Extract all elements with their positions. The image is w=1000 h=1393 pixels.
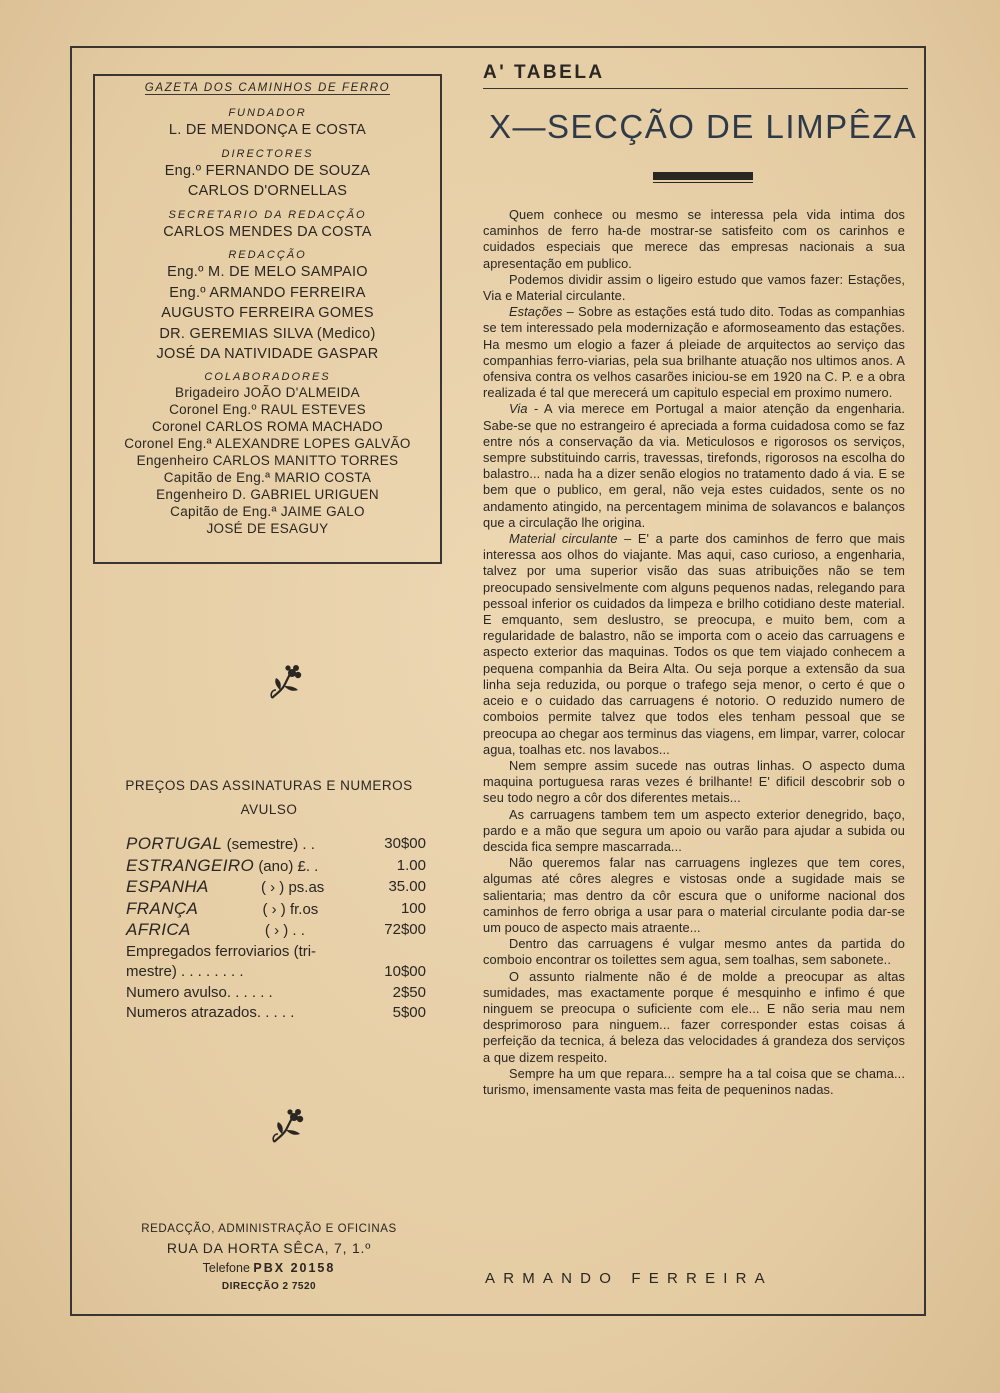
article-paragraph — [483, 272, 905, 304]
paragraph-text: Sempre ha um que repara... sempre ha a tal coisa que se chama... turismo, imensamente vasta mas feita de pequeninos nadas. — [483, 1065, 905, 1097]
floral-ornament-icon — [268, 1108, 308, 1148]
price-row — [126, 856, 426, 878]
price-detail: Numeros atrazados. . . . . — [126, 1004, 295, 1021]
address-line-2: RUA DA HORTA SÊCA, 7, 1.º — [166, 1240, 372, 1256]
staff-name: Coronel Eng.ª ALEXANDRE LOPES GALVÃO — [124, 435, 411, 451]
masthead-section-redaccao — [95, 248, 440, 365]
price-detail: Empregados ferroviarios (tri- — [126, 942, 317, 960]
staff-name: Capitão de Eng.ª MARIO COSTA — [163, 469, 372, 485]
masthead-title: GAZETA DOS CAMINHOS DE FERRO — [144, 82, 391, 94]
title-divider-thin — [653, 182, 753, 183]
section-rule — [483, 88, 908, 89]
title-divider — [653, 172, 753, 180]
price-value: 30$00 — [384, 835, 426, 852]
prices-heading-line2: AVULSO — [240, 802, 298, 817]
paragraph-text: O assunto rialmente não é de molde a preocupar as altas sumidades, mas exactamente porque é mesquinho e infimo é que ninguem se preocupa o suficiente com ele... E não seria mau nem desprimoroso para ninguem... fazer corresponder estas coisas á perfeição da tecnica, á beleza das velocidades á grandeza dos serviços a que dizem respeito. — [483, 968, 905, 1065]
section-heading: REDACÇÃO — [228, 249, 307, 261]
article-paragraph — [483, 758, 905, 807]
price-value: 72$00 — [384, 921, 426, 938]
paragraph-text: – E' a parte dos caminhos de ferro que mais interessa aos olhos do viajante. Mas aqui, caso curioso, a engenharia, talvez por uma superior visão das suas atribuições não se tem preocupado sensivelmente com alguns pequenos nadas, relegando para pessoal inferior os cuidados da limpeza e brilho cotidiano deste material. E emquanto, sem deslustro, se preocupa, e muito bem, com a regularidade de balastro, não se importa com o aceio das carruagens e aspecto exterior das maquinas. Todos os que tem viajado conhecem a pequena companhia da Beira Alta. Ou seja porque a extensão da sua linha seja reduzida, ou porque o trafego seja menor, o certo é que o aceio e o cuidado das carruagens é notorio. O reduzido numero de comboios permite talvez que todos eles tenham pessoal que se preocupa ao chegar aos terminus das viagens, em limpar, varrer, colocar agua, toalhas etc. nos lavabos... — [483, 531, 905, 757]
staff-name: Engenheiro D. GABRIEL URIGUEN — [156, 486, 379, 502]
article-paragraph — [483, 207, 905, 272]
section-heading: COLABORADORES — [204, 370, 331, 383]
price-detail: Numero avulso. . . . . . — [126, 983, 273, 1001]
price-region: ESTRANGEIRO — [126, 855, 255, 875]
price-detail: mestre) . . . . . . . . — [126, 963, 244, 980]
article-title: X—SECÇÃO DE LIMPÊZA — [489, 108, 918, 145]
direction-phone: DIRECÇÃO 2 7520 — [221, 1281, 317, 1292]
price-value: 5$00 — [392, 1004, 426, 1021]
price-detail: (semestre) . . — [226, 836, 315, 853]
price-row — [126, 962, 426, 983]
price-row — [126, 834, 426, 856]
price-row — [126, 983, 426, 1004]
price-value: 35.00 — [388, 878, 426, 895]
masthead-section-directores — [95, 147, 440, 202]
paragraph-text: Podemos dividir assim o ligeiro estudo que vamos fazer: Estações, Via e Material circulante. — [483, 271, 905, 304]
price-value: 1.00 — [396, 856, 426, 874]
paragraph-text: – Sobre as estações está tudo dito. Todas as companhias se tem interessado pela modernização e aformoseamento das estações. Ha mesmo um elogio a fazer á pleiade de arquitectos ao serviço das companhias ferro-viarias, pela sua brilhante atuação nos ultimos anos. A ofensiva contra os velhos casarões iniciou-se em 1920 na C. P. e a obra realizada é tal que merecerá um capitulo especial em proximo numero. — [483, 304, 905, 401]
staff-name: AUGUSTO FERREIRA GOMES — [161, 305, 374, 321]
price-value: 2$50 — [392, 983, 426, 1001]
address-line-1: REDACÇÃO, ADMINISTRAÇÃO E OFICINAS — [141, 1223, 397, 1235]
paragraph-lead: Material circulante — [509, 531, 618, 547]
paragraph-text: Quem conhece ou mesmo se interessa pela vida intima dos caminhos de ferro ha-de mostrar-se satisfeito com os carinhos e cuidados especiais que merece das empresas nacionais a sua apresentação em publico. — [483, 207, 905, 271]
price-region: ESPANHA — [126, 877, 209, 896]
paragraph-text: Dentro das carruagens é vulgar mesmo antes da partida do comboio encontrar os toilettes sem agua, sem toalhas, sem sabonete.. — [483, 936, 905, 968]
staff-name: CARLOS D'ORNELLAS — [187, 183, 348, 199]
price-detail: (ano) £. . — [258, 857, 319, 875]
article-paragraph — [483, 1066, 905, 1098]
section-label: A' TABELA — [483, 62, 605, 83]
paragraph-lead: Via — [509, 401, 528, 417]
price-region: FRANÇA — [126, 898, 199, 918]
article-paragraph — [483, 807, 905, 856]
section-heading: SECRETARIO DA REDACÇÃO — [168, 208, 367, 221]
phone-label: Telefone — [202, 1261, 250, 1275]
staff-name: Eng.º FERNANDO DE SOUZA — [164, 162, 371, 179]
masthead-box — [93, 74, 442, 564]
price-detail: ( › ) fr.os — [262, 900, 319, 918]
staff-name: Coronel CARLOS ROMA MACHADO — [152, 418, 383, 434]
article-paragraph — [483, 855, 905, 936]
paragraph-text: Nem sempre assim sucede nas outras linhas. O aspecto duma maquina portuguesa raras vezes é brilhante! E' dificil descobrir sob o seu todo negro a côr dos diferentes metais... — [483, 757, 905, 806]
phone-line — [96, 1258, 442, 1279]
price-table — [126, 834, 426, 1024]
staff-name: JOSÉ DA NATIVIDADE GASPAR — [156, 346, 379, 362]
staff-name: Eng.º ARMANDO FERREIRA — [169, 284, 366, 301]
article-paragraph — [483, 969, 905, 1066]
paragraph-text: As carruagens tambem tem um aspecto exterior denegrido, baço, pardo e a mão que segura um apoio ou varão para ajudar a subida ou descida fica sempre mascarrada... — [483, 806, 905, 854]
staff-name: Coronel Eng.º RAUL ESTEVES — [169, 401, 366, 417]
subscription-prices — [96, 774, 442, 1024]
masthead-section-fundador — [95, 106, 440, 141]
staff-name: DR. GEREMIAS SILVA (Medico) — [159, 325, 376, 342]
section-heading: FUNDADOR — [228, 107, 307, 119]
floral-ornament-icon — [266, 664, 306, 704]
price-detail: ( › ) ps.as — [260, 879, 325, 896]
masthead-section-secretario — [95, 208, 440, 243]
staff-name: Brigadeiro JOÃO D'ALMEIDA — [175, 384, 360, 400]
paragraph-text: - A via merece em Portugal a maior atenção da engenharia. Sabe-se que no estrangeiro é apreciada a forma cuidadosa como se faz entre nós a conservação da via. Meticulosos e rigorosos os serviços, sempre substituindo carris, travessas, tirefonds, rigorosos na escolha do balastro... nada ha a dizer senão elogios no tratamento dado á via. E se bem que o publico, em geral, não veja estes cuidados, sente os no andamento atingido, na percentagem minima de solavancos e balanços que a circulação lhe origina. — [483, 401, 905, 530]
article-paragraph — [483, 304, 905, 401]
prices-heading: PREÇOS DAS ASSINATURAS E NUMEROS — [125, 778, 413, 793]
staff-name: CARLOS MENDES DA COSTA — [163, 223, 372, 240]
price-value: 100 — [400, 899, 426, 917]
article-body — [483, 207, 905, 1098]
price-row — [126, 1003, 426, 1024]
article-paragraph — [483, 401, 905, 531]
price-region: PORTUGAL — [126, 834, 223, 853]
article-paragraph — [483, 936, 905, 968]
author-signature: ARMANDO FERREIRA — [485, 1270, 773, 1287]
address-block — [96, 1220, 442, 1295]
price-row — [126, 877, 426, 899]
staff-name: Eng.º M. DE MELO SAMPAIO — [167, 264, 368, 280]
masthead-section-colaboradores — [95, 370, 440, 537]
article-paragraph — [483, 531, 905, 758]
price-row — [126, 920, 426, 942]
price-row — [126, 899, 426, 921]
staff-name: Engenheiro CARLOS MANITTO TORRES — [136, 452, 399, 468]
paragraph-text: Não queremos falar nas carruagens inglezes que tem cores, algumas até côres alegres e vistosas onde a sugidade mais se salientaria; mas dentro da côr escura que o uniforme nacional dos caminhos de ferro obriga a usar para o material circulante podia dar-se um pouco de aspecto mais atraente... — [483, 855, 905, 935]
section-heading: DIRECTORES — [221, 147, 314, 160]
staff-name: L. DE MENDONÇA E COSTA — [168, 122, 367, 138]
price-value: 10$00 — [384, 963, 426, 980]
paragraph-lead: Estações — [509, 304, 563, 320]
price-row — [126, 942, 426, 963]
price-detail: ( › ) . . — [264, 922, 305, 939]
phone-value: PBX 20158 — [253, 1261, 336, 1275]
staff-name: Capitão de Eng.ª JAIME GALO — [170, 503, 365, 519]
staff-name: JOSÉ DE ESAGUY — [206, 520, 329, 536]
price-region: AFRICA — [126, 920, 191, 939]
